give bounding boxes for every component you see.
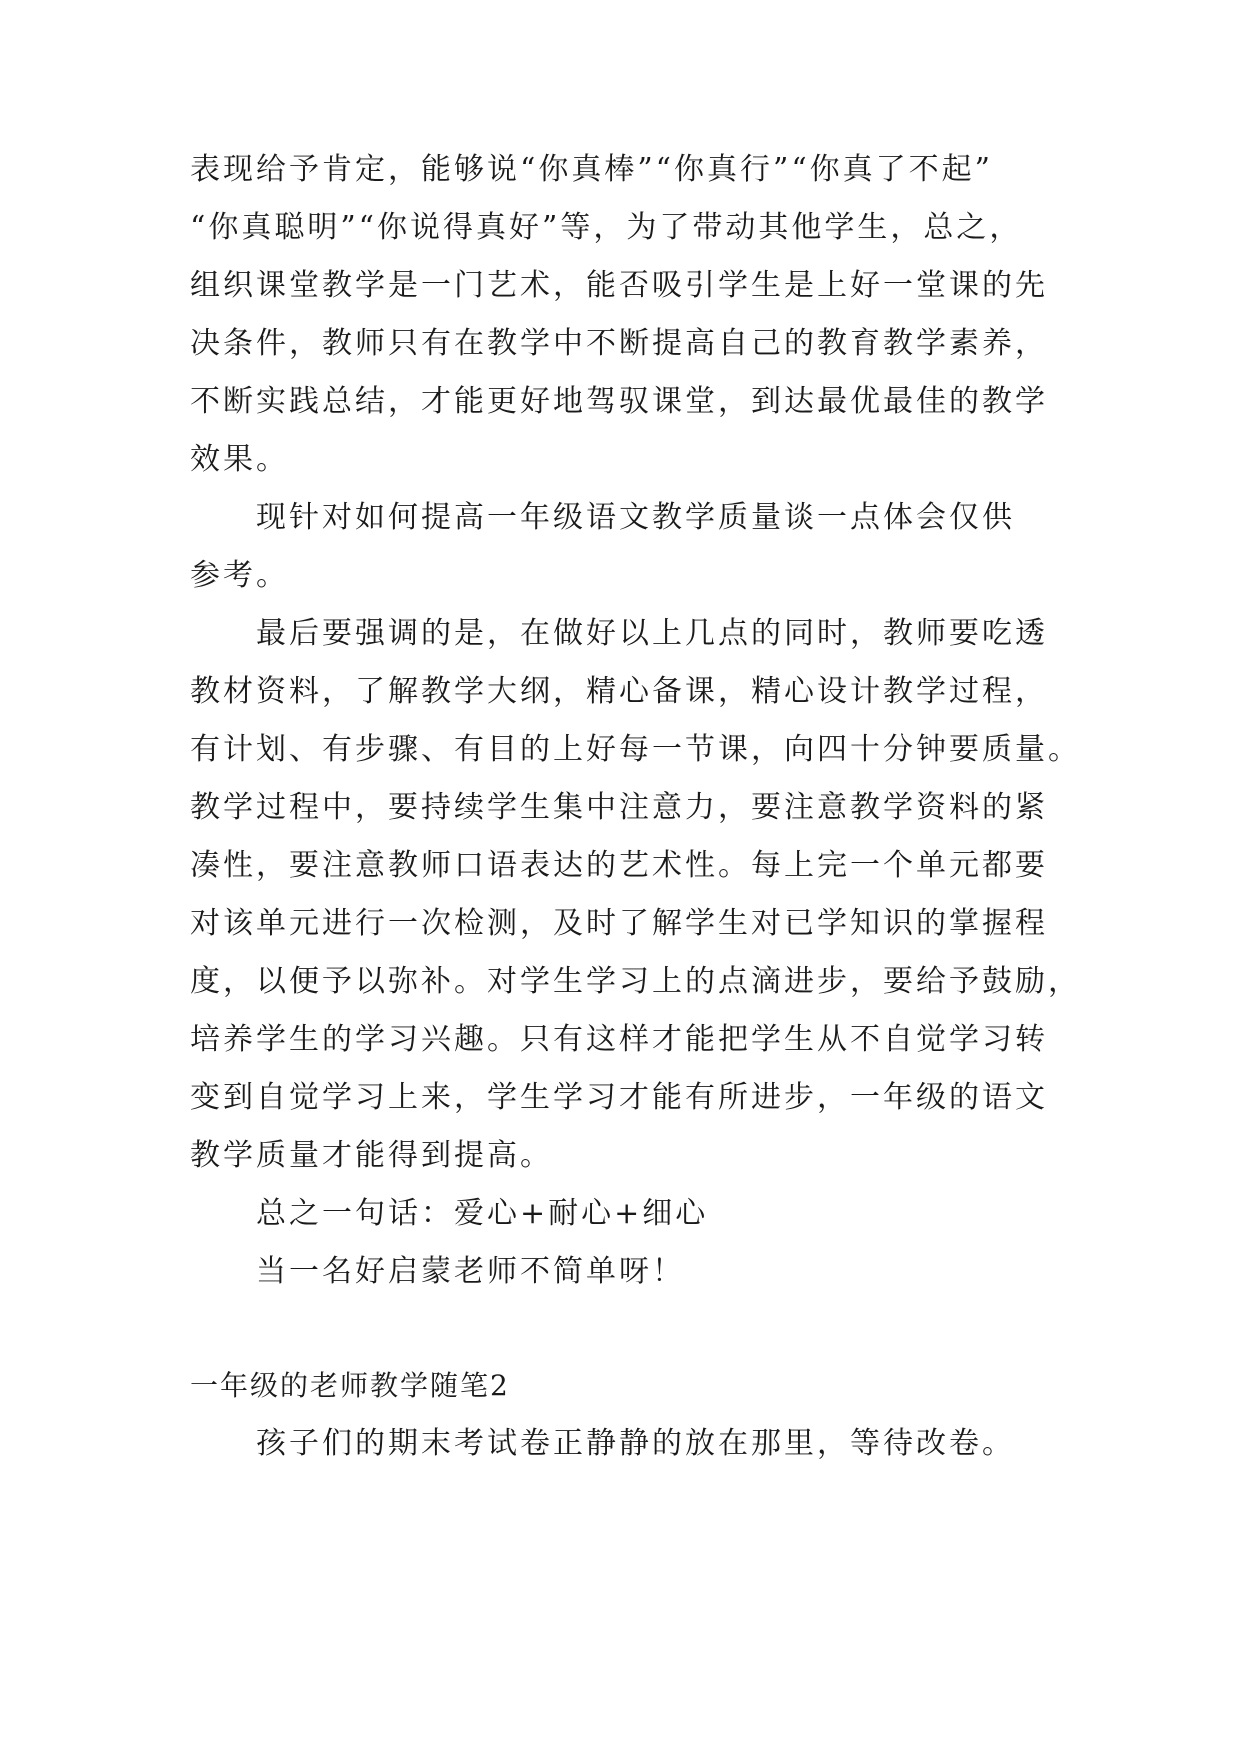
paragraph-line-7: 现针对如何提高一年级语文教学质量谈一点体会仅供 xyxy=(256,500,1015,535)
paragraph-line-9: 最后要强调的是，在做好以上几点的同时，教师要吃透 xyxy=(256,616,1048,651)
paragraph-line-13: 凑性，要注意教师口语表达的艺术性。每上完一个单元都要 xyxy=(190,848,1048,883)
summary-line: 总之一句话：爱心+耐心+细心 xyxy=(256,1196,709,1231)
section-heading: 一年级的老师教学随笔2 xyxy=(190,1369,510,1402)
paragraph-line-10: 教材资料，了解教学大纲，精心备课，精心设计教学过程， xyxy=(190,674,1048,709)
paragraph-line-12: 教学过程中，要持续学生集中注意力，要注意教学资料的紧 xyxy=(190,790,1048,825)
paragraph-line-15: 度，以便予以弥补。对学生学习上的点滴进步，要给予鼓励， xyxy=(190,964,1081,999)
paragraph-line-2: “你真聪明”“你说得真好”等，为了带动其他学生，总之， xyxy=(190,210,1023,245)
paragraph-line-16: 培养学生的学习兴趣。只有这样才能把学生从不自觉学习转 xyxy=(190,1022,1048,1057)
paragraph-line-11: 有计划、有步骤、有目的上好每一节课，向四十分钟要质量。 xyxy=(190,732,1081,767)
section-first-line: 孩子们的期末考试卷正静静的放在那里，等待改卷。 xyxy=(256,1426,1015,1461)
paragraph-line-17: 变到自觉学习上来，学生学习才能有所进步，一年级的语文 xyxy=(190,1080,1048,1115)
paragraph-line-6: 效果。 xyxy=(190,442,289,477)
paragraph-line-3: 组织课堂教学是一门艺术，能否吸引学生是上好一堂课的先 xyxy=(190,268,1048,303)
paragraph-line-8: 参考。 xyxy=(190,558,289,593)
paragraph-line-1: 表现给予肯定，能够说“你真棒”“你真行”“你真了不起” xyxy=(190,152,994,187)
paragraph-line-14: 对该单元进行一次检测，及时了解学生对已学知识的掌握程 xyxy=(190,906,1048,941)
paragraph-line-5: 不断实践总结，才能更好地驾驭课堂，到达最优最佳的教学 xyxy=(190,384,1048,419)
closing-line: 当一名好启蒙老师不简单呀！ xyxy=(256,1254,685,1289)
paragraph-line-4: 决条件，教师只有在教学中不断提高自己的教育教学素养， xyxy=(190,326,1048,361)
paragraph-line-18: 教学质量才能得到提高。 xyxy=(190,1138,553,1173)
